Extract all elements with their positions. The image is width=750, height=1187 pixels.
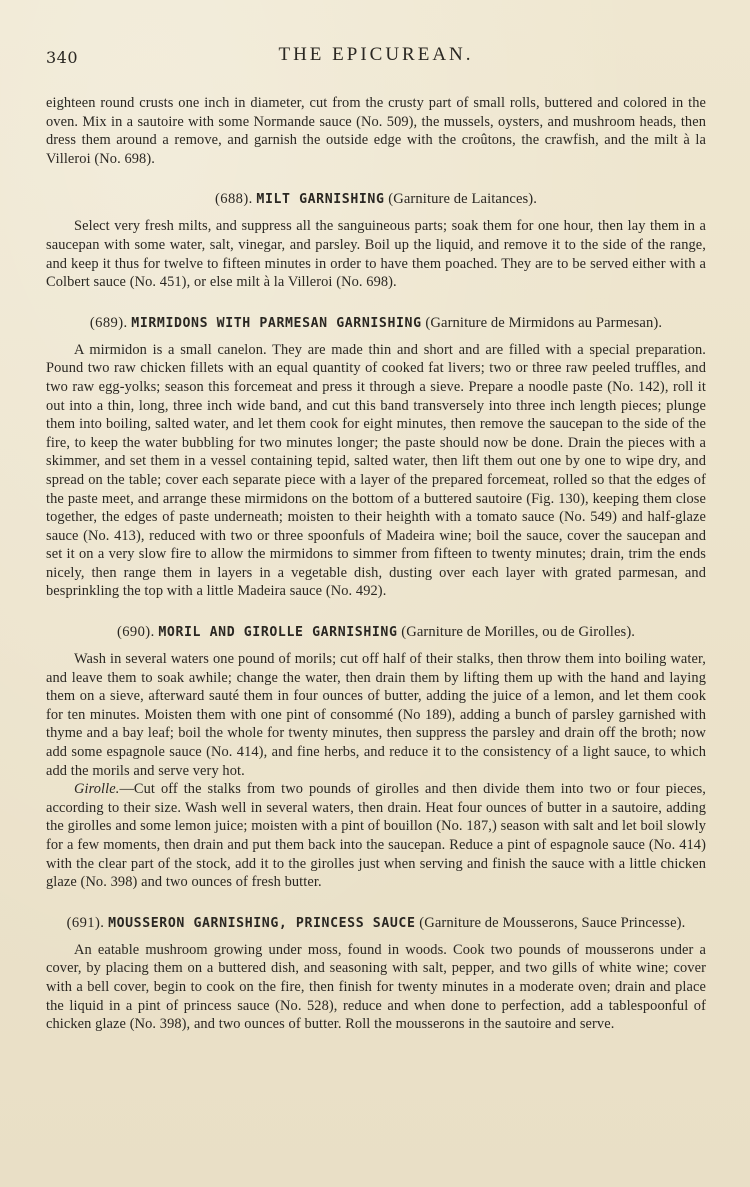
recipe-heading — [46, 623, 706, 642]
recipe-689 — [46, 314, 706, 601]
recipe-heading — [46, 314, 706, 333]
page-body — [46, 94, 706, 1034]
page-number: 340 — [46, 48, 79, 67]
recipe-name: MOUSSERON GARNISHING, PRINCESS SAUCE — [108, 915, 416, 931]
recipe-name: MORIL AND GIROLLE GARNISHING — [158, 625, 398, 641]
subrecipe-label: Girolle. — [74, 781, 120, 798]
recipe-number: (688). — [214, 191, 253, 208]
recipe-french-name: (Garniture de Mousserons, Sauce Princesse). — [419, 914, 686, 931]
subrecipe-text: —Cut off the stalks from two pounds of girolles and then divide them into two or four pieces, according to their size. Wash well in several waters, then drain. Heat four ounces of butter in a sautoire, adding the girolles and some lemon juice; moisten with a pint of bouillon (No. 187,) season with salt and let boil slowly for a few moments, then drain and put them back into the saucepan. Reduce a pint of espagnole sauce (No. 414) with the clear part of the stock, add it to the girolles just when serving and finish the sauce with a little chicken glaze (No. 398) and two ounces of fresh butter. — [46, 781, 706, 891]
recipe-688 — [46, 190, 706, 291]
recipe-name: MILT GARNISHING — [256, 192, 385, 208]
recipe-french-name: (Garniture de Laitances). — [388, 191, 538, 208]
recipe-french-name: (Garniture de Mirmidons au Parmesan). — [425, 314, 663, 331]
recipe-heading — [46, 914, 706, 933]
recipe-691 — [46, 914, 706, 1034]
recipe-paragraph: Select very fresh milts, and suppress all the sanguineous parts; soak them for one hour, then lay them in a saucepan with some water, salt, vinegar, and parsley. Boil up the liquid, and remove it to the side of the range, and keep it thus for twelve to fifteen minutes in order to have them poached. They are to be served either with a Colbert sauce (No. 451), or else milt à la Villeroi (No. 698). — [46, 218, 706, 291]
recipe-number: (690). — [116, 624, 155, 641]
continuation-paragraph: eighteen round crusts one inch in diameter, cut from the crusty part of small rolls, buttered and colored in the oven. Mix in a sautoire with some Normande sauce (No. 509), the mussels, oysters, and mushroom heads, then dress them around a remove, and garnish the outside edge with the croûtons, the crawfish, and the milt à la Villeroi (No. 698). — [46, 95, 706, 167]
recipe-paragraph: A mirmidon is a small canelon. They are made thin and short and are filled with a special preparation. Pound two raw chicken fillets with an equal quantity of cooked fat livers; two or three raw peeled truffles, and two raw egg-yolks; season this forcemeat and press it through a sieve. Prepare a noodle paste (No. 142), roll it out into a thin, long, three inch wide band, and cut this band transversely into three inch length pieces; plunge them into boiling, salted water, and let them cook for eight minutes, then remove the saucepan to the side of the fire, to keep the water bubbling for two minutes longer; the paste should now be done. Drain the pieces with a skimmer, and set them in a vessel containing tepid, salted water, then lift them out one by one to wipe dry, and spread on the table; cover each separate piece with a layer of the prepared forcemeat, rolled so that the edges of the paste meet, and arrange these mirmidons on the bottom of a buttered sautoire (Fig. 130), keeping them close together, the edges of paste underneath; moisten to their heighth with a tomato sauce (No. 549) and half-glaze sauce (No. 413), reduced with two or three spoonfuls of Madeira wine; boil the sauce, cover the saucepan and set it on a very slow fire to allow the mirmidons to simmer from fifteen to twenty minutes; drain, trim the ends nicely, then range them in layers in a vegetable dish, dusting over each layer with grated parmesan, and besprinkling the top with a little Madeira sauce (No. 492). — [46, 341, 706, 600]
recipe-paragraph: Wash in several waters one pound of morils; cut off half of their stalks, then throw them into boiling water, and leave them to soak awhile; change the water, then drain them by lifting them up with the hand and laying them on a sieve, afterward sauté them in four ounces of butter, adding the juice of a lemon, and let them cook for ten minutes. Moisten them with one pint of consommé (No 189), adding a bunch of parsley garnished with thyme and a bay leaf; boil the whole for twenty minutes, then suppress the parsley and drain off the broth; now add some espagnole sauce (No. 414), and fine herbs, and reduce it to the consistency of a light sauce, to which add the morils and serve very hot. — [46, 651, 706, 779]
running-head — [46, 44, 706, 72]
recipe-paragraph: An eatable mushroom growing under moss, found in woods. Cook two pounds of mousserons under a cover, by placing them on a buttered dish, and seasoning with salt, pepper, and two gills of white wine; cover with a bell cover, begin to cook on the fire, then finish for twenty minutes in a moderate oven; drain and place the liquid in a pint of princess sauce (No. 528), reduce and when done to perfection, add a tablespoonful of chicken glaze (No. 398), and two ounces of butter. Roll the mousserons in the sautoire and serve. — [46, 941, 706, 1033]
recipe-690 — [46, 623, 706, 892]
recipe-heading — [46, 190, 706, 209]
recipe-french-name: (Garniture de Morilles, ou de Girolles). — [401, 624, 636, 641]
recipe-name: MIRMIDONS WITH PARMESAN GARNISHING — [131, 315, 422, 331]
recipe-number: (689). — [89, 314, 128, 331]
girolle-subrecipe — [46, 780, 706, 892]
running-title: THE EPICUREAN. — [278, 44, 474, 65]
recipe-number: (691). — [66, 914, 105, 931]
